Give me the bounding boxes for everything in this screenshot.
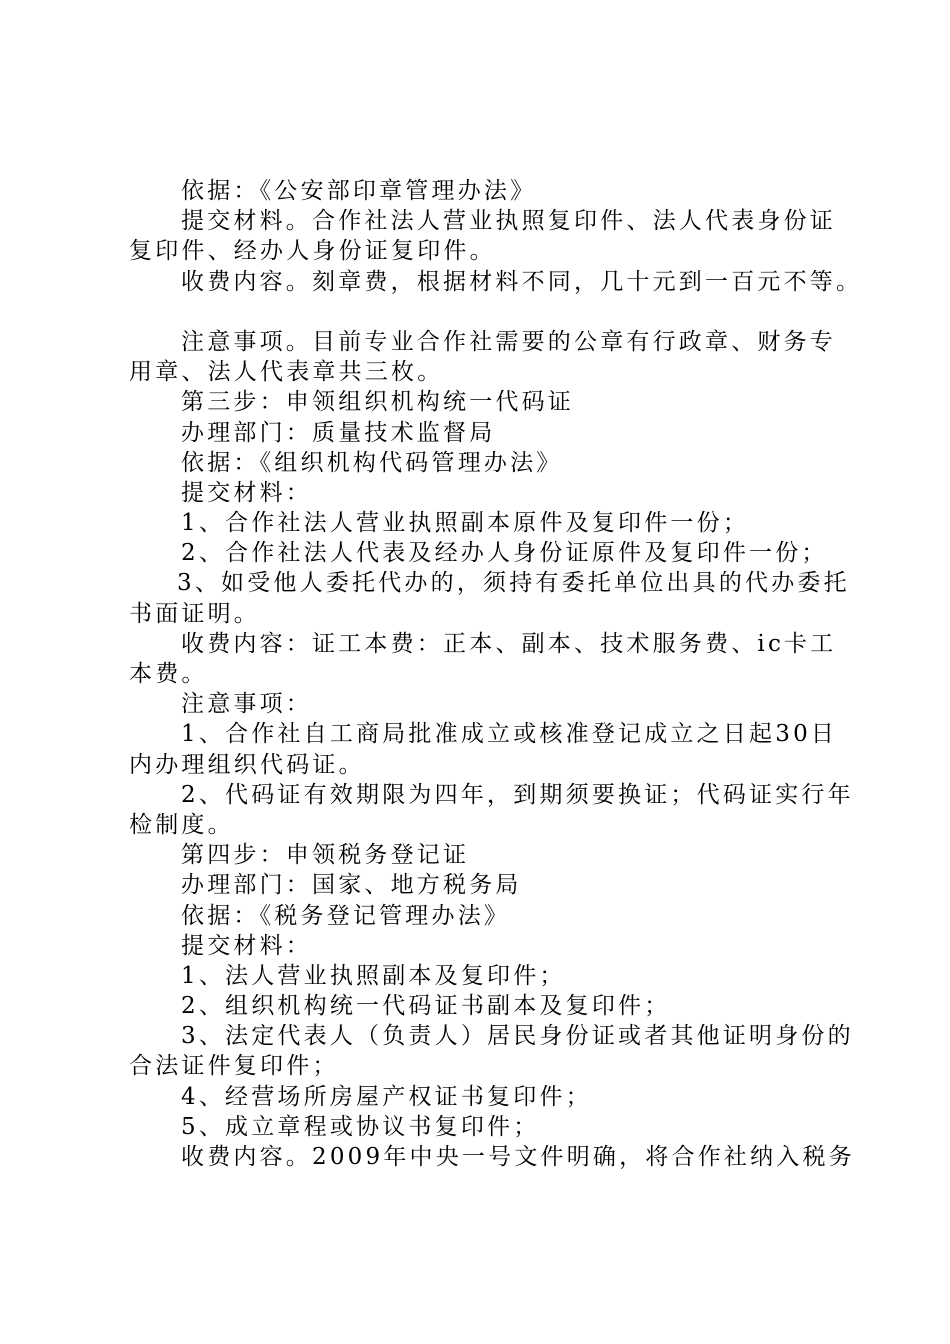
list-item: 2、合作社法人代表及经办人身份证原件及复印件一份； (181, 540, 828, 567)
paragraph-line: 本费。 (129, 661, 208, 687)
paragraph-line: 复印件、经办人身份证复印件。 (129, 238, 496, 265)
list-item: 2、代码证有效期限为四年，到期须要换证；代码证实行年 (181, 781, 854, 808)
paragraph-line: 收费内容：证工本费：正本、副本、技术服务费、ic卡工 (181, 630, 837, 657)
paragraph-line: 收费内容。刻章费，根据材料不同，几十元到一百元不等。 (181, 268, 863, 295)
list-item: 5、成立章程或协议书复印件； (181, 1113, 540, 1140)
section-heading: 第四步：申领税务登记证 (181, 842, 470, 869)
document-body (129, 176, 863, 1172)
paragraph-line: 提交材料： (181, 932, 312, 959)
list-item: 1、法人营业执照副本及复印件； (181, 962, 566, 989)
paragraph-line: 依据：《组织机构代码管理办法》 (181, 449, 563, 476)
paragraph-line: 收费内容。2009年中央一号文件明确，将合作社纳入税务 (181, 1144, 855, 1170)
list-item: 3、如受他人委托代办的，须持有委托单位出具的代办委托 (177, 570, 850, 597)
section-heading: 第三步：申领组织机构统一代码证 (181, 389, 574, 416)
paragraph-line: 提交材料。合作社法人营业执照复印件、法人代表身份证 (181, 208, 836, 235)
list-item: 3、法定代表人（负责人）居民身份证或者其他证明身份的 (181, 1023, 854, 1050)
paragraph-line: 用章、法人代表章共三枚。 (129, 359, 444, 386)
paragraph-line: 依据：《税务登记管理办法》 (181, 902, 511, 929)
paragraph-line: 合法证件复印件； (129, 1053, 339, 1080)
paragraph-line: 检制度。 (129, 811, 234, 838)
paragraph-line: 办理部门：国家、地方税务局 (181, 872, 522, 899)
list-item: 1、合作社法人营业执照副本原件及复印件一份； (181, 510, 750, 537)
paragraph-line: 注意事项。目前专业合作社需要的公章有行政章、财务专 (181, 328, 836, 355)
paragraph-line: 办理部门：质量技术监督局 (181, 419, 496, 446)
paragraph-line: 依据：《公安部印章管理办法》 (181, 178, 537, 204)
list-item: 4、经营场所房屋产权证书复印件； (181, 1083, 592, 1110)
list-item: 2、组织机构统一代码证书副本及复印件； (181, 993, 671, 1020)
paragraph-line: 注意事项： (181, 691, 312, 718)
paragraph-line: 内办理组织代码证。 (129, 751, 365, 778)
blank-line (129, 297, 835, 327)
list-item: 1、合作社自工商局批准成立或核准登记成立之日起30日 (181, 721, 838, 748)
paragraph-line: 书面证明。 (129, 600, 260, 627)
paragraph-line: 提交材料： (181, 479, 312, 506)
